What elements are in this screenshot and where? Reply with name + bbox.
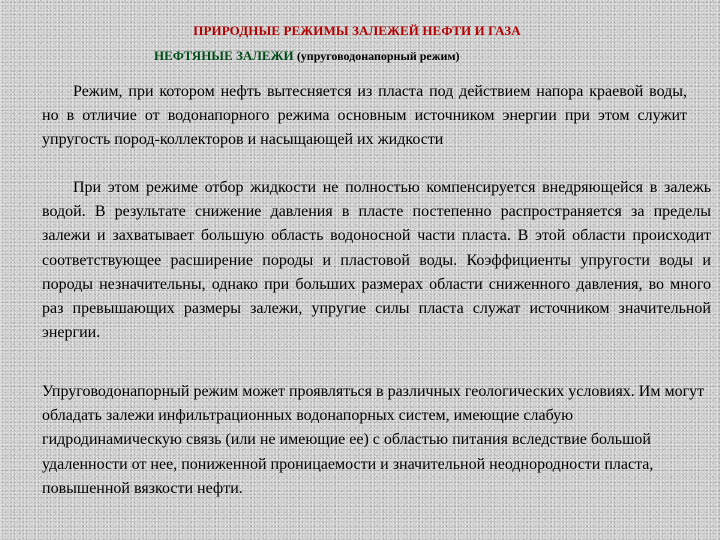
paragraph-mechanism: При этом режиме отбор жидкости не полностью компенсируется внедряющейся в залежь водой. В результате снижение давления в пласте постепенно распространяется за пределы залежи и захватывает большую область водоносной части пласта. В этой области происходит соответствующее расширение породы и пластовой воды. Коэффициенты упругости воды и породы незначительны, однако при больших размерах области сниженного давления, во много раз превышающих размеры залежи, упругие силы пласта служат источником значительной энергии. [42, 179, 711, 342]
slide-title-text: ПРИРОДНЫЕ РЕЖИМЫ ЗАЛЕЖЕЙ НЕФТИ И ГАЗА [193, 23, 521, 38]
subtitle-main: НЕФТЯНЫЕ ЗАЛЕЖИ [154, 48, 294, 63]
paragraph-conditions: Упруговодонапорный режим может проявляться в различных геологических условиях. Им могут обладать залежи инфильтрационных водонапорных систем, имеющие слабую гидродинамическую связь (или не имеющие ее) с областью питания вследствие большой удаленности от нее, пониженной проницаемости и значительной неоднородности пласта, повышенной вязкости нефти. [42, 383, 705, 497]
subtitle-parenthetical: (упруговодонапорный режим) [296, 49, 460, 63]
paragraph-definition: Режим, при котором нефть вытесняется из пласта под действием напора краевой воды, но в отличие от водонапорного режима основным источником энергии при этом служит упругость пород-коллекторов и насыщающей их жидкости [42, 83, 687, 149]
slide-subtitle [154, 48, 460, 64]
slide-title [0, 23, 720, 39]
